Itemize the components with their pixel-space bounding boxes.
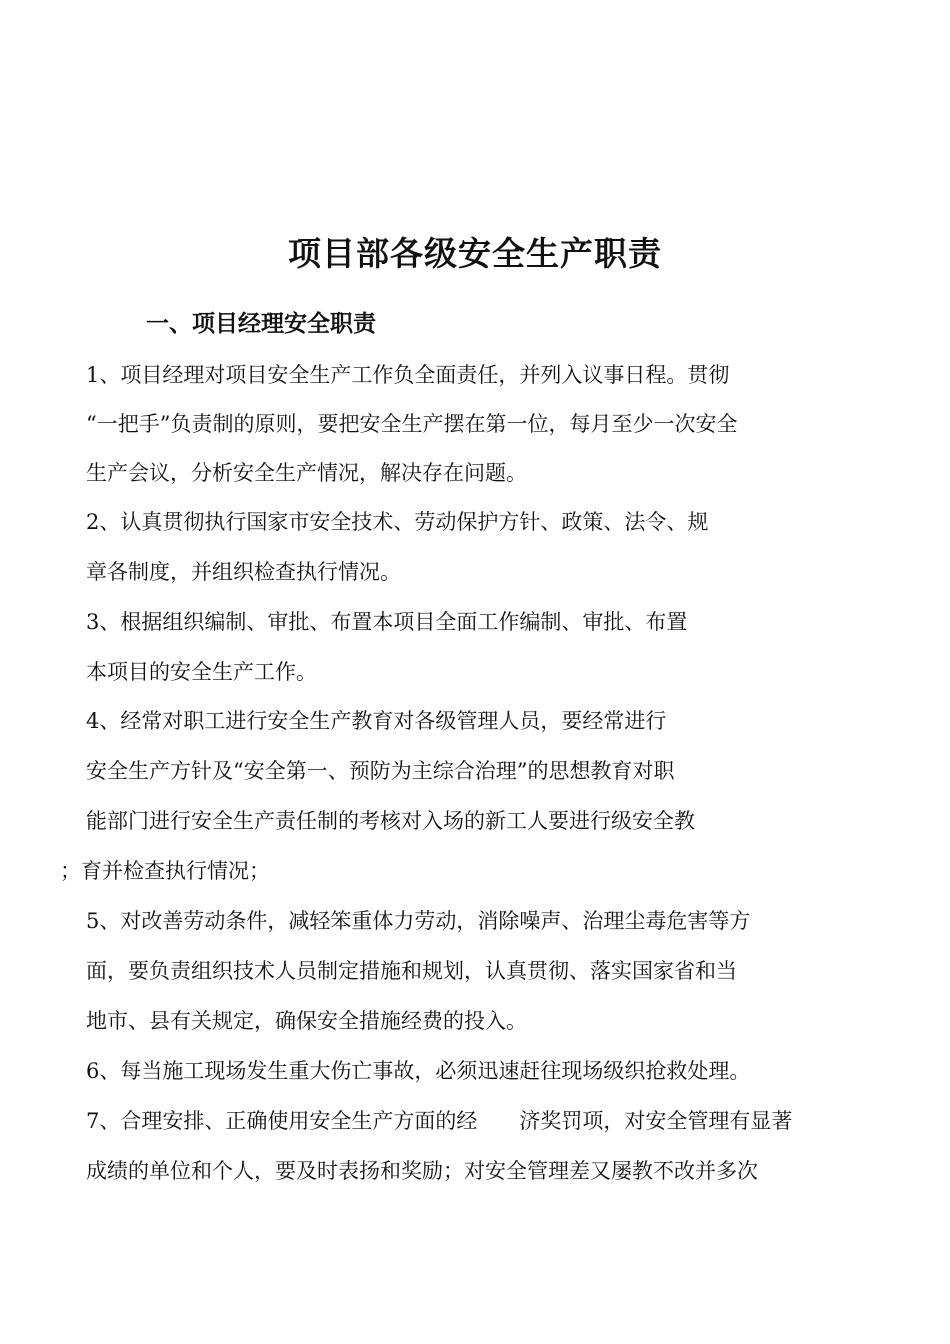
paragraph-line: 2、认真贯彻执行国家市安全技术、劳动保护方针、政策、法令、规: [86, 510, 709, 534]
paragraph-line: 3、根据组织编制、审批、布置本项目全面工作编制、审批、布置: [86, 610, 688, 634]
paragraph-line: 6、每当施工现场发生重大伤亡事故，必须迅速赶往现场级织抢救处理。: [86, 1059, 751, 1083]
paragraph-line: 面，要负责组织技术人员制定措施和规划，认真贯彻、落实国家省和当: [86, 959, 737, 983]
paragraph-line: “一把手”负责制的原则，要把安全生产摆在第一位，每月至少一次安全: [86, 412, 738, 436]
paragraph-line: 7、合理安排、正确使用安全生产方面的经 济奖罚项，对安全管理有显著: [86, 1109, 793, 1133]
paragraph-line: 本项目的安全生产工作。: [86, 660, 317, 684]
document-title: 项目部各级安全生产职责: [288, 234, 662, 273]
paragraph-line: 地市、县有关规定，确保安全措施经费的投入。: [86, 1009, 527, 1033]
paragraph-line: 4、经常对职工进行安全生产教育对各级管理人员，要经常进行: [86, 709, 667, 733]
paragraph-line: 成绩的单位和个人，要及时表扬和奖励；对安全管理差又屡教不改并多次: [86, 1159, 758, 1183]
paragraph-line: ；育并检查执行情况；: [60, 859, 270, 883]
paragraph-line: 章各制度，并组织检查执行情况。: [86, 560, 401, 584]
paragraph-line: 1、项目经理对项目安全生产工作负全面责任，并列入议事日程。贯彻: [86, 363, 730, 387]
paragraph-line: 安全生产方针及“安全第一、预防为主综合治理”的思想教育对职: [86, 759, 675, 783]
paragraph-line: 能部门进行安全生产责任制的考核对入场的新工人要进行级安全教: [86, 809, 695, 833]
section-heading: 一、项目经理安全职责: [146, 311, 376, 337]
paragraph-line: 生产会议，分析安全生产情况，解决存在问题。: [86, 461, 527, 485]
paragraph-line: 5、对改善劳动条件，减轻笨重体力劳动，消除噪声、治理尘毒危害等方: [86, 909, 751, 933]
